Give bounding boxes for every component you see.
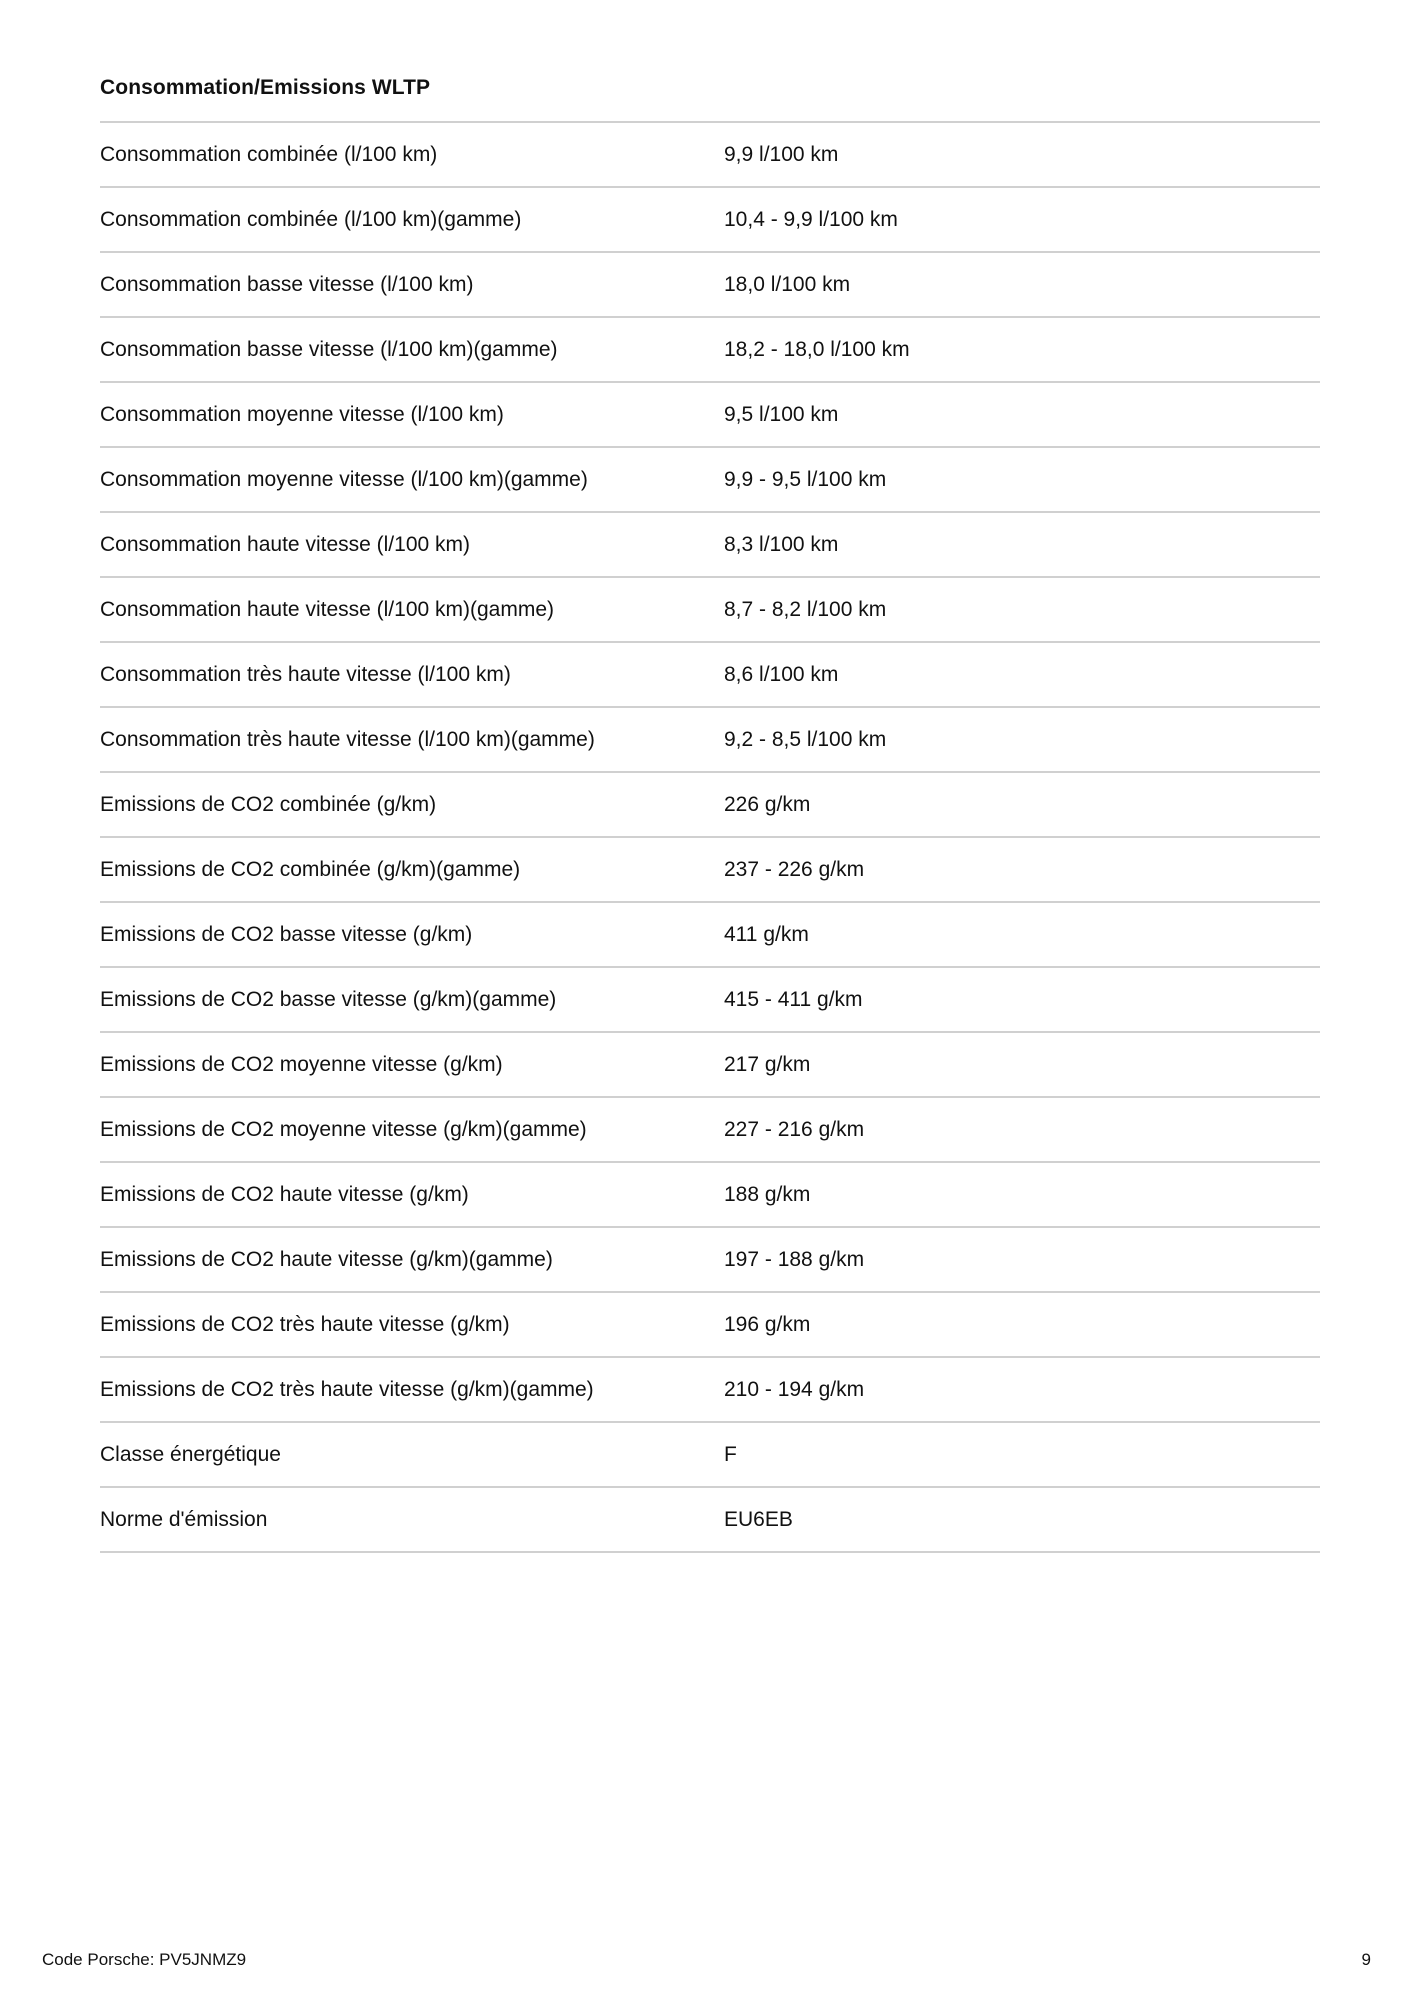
table-row xyxy=(100,773,1320,838)
table-row xyxy=(100,448,1320,513)
row-label: Emissions de CO2 très haute vitesse (g/km) xyxy=(100,1312,510,1336)
row-value: 196 g/km xyxy=(724,1312,811,1336)
row-label: Consommation basse vitesse (l/100 km) xyxy=(100,272,474,296)
row-value: 227 - 216 g/km xyxy=(724,1117,865,1141)
row-value: 226 g/km xyxy=(724,792,811,816)
row-value: 411 g/km xyxy=(724,922,809,946)
row-label: Emissions de CO2 moyenne vitesse (g/km)(gamme) xyxy=(100,1117,587,1141)
row-label: Norme d'émission xyxy=(100,1507,268,1531)
row-value: 10,4 - 9,9 l/100 km xyxy=(724,207,898,231)
table-row xyxy=(100,643,1320,708)
row-value: 18,2 - 18,0 l/100 km xyxy=(724,337,910,361)
table-row xyxy=(100,1163,1320,1228)
row-label: Emissions de CO2 haute vitesse (g/km) xyxy=(100,1182,469,1206)
row-value: F xyxy=(724,1442,737,1466)
table-row xyxy=(100,383,1320,448)
table-row xyxy=(100,968,1320,1033)
row-value: 9,9 l/100 km xyxy=(724,142,839,166)
row-value: 237 - 226 g/km xyxy=(724,857,865,881)
table-row xyxy=(100,253,1320,318)
row-value: 9,5 l/100 km xyxy=(724,402,839,426)
row-value: 9,2 - 8,5 l/100 km xyxy=(724,727,887,751)
row-label: Emissions de CO2 basse vitesse (g/km) xyxy=(100,922,473,946)
table-row xyxy=(100,1293,1320,1358)
row-label: Emissions de CO2 très haute vitesse (g/km)(gamme) xyxy=(100,1377,594,1401)
table-row xyxy=(100,318,1320,383)
row-value: 18,0 l/100 km xyxy=(724,272,851,296)
row-value: 217 g/km xyxy=(724,1052,811,1076)
row-value: 197 - 188 g/km xyxy=(724,1247,865,1271)
row-value: 8,6 l/100 km xyxy=(724,662,839,686)
row-label: Consommation combinée (l/100 km) xyxy=(100,142,438,166)
row-label: Consommation moyenne vitesse (l/100 km)(gamme) xyxy=(100,467,588,491)
table-row xyxy=(100,1098,1320,1163)
table-row xyxy=(100,1423,1320,1488)
table-row xyxy=(100,1488,1320,1553)
table-row xyxy=(100,123,1320,188)
table-row xyxy=(100,708,1320,773)
row-label: Emissions de CO2 combinée (g/km)(gamme) xyxy=(100,857,521,881)
row-label: Consommation haute vitesse (l/100 km)(gamme) xyxy=(100,597,555,621)
row-label: Consommation haute vitesse (l/100 km) xyxy=(100,532,470,556)
table-row xyxy=(100,578,1320,643)
row-label: Consommation moyenne vitesse (l/100 km) xyxy=(100,402,504,426)
row-label: Consommation basse vitesse (l/100 km)(gamme) xyxy=(100,337,558,361)
table-row xyxy=(100,1228,1320,1293)
row-value: 8,7 - 8,2 l/100 km xyxy=(724,597,887,621)
table-row xyxy=(100,188,1320,253)
row-label: Consommation très haute vitesse (l/100 km)(gamme) xyxy=(100,727,595,751)
row-label: Consommation très haute vitesse (l/100 km) xyxy=(100,662,511,686)
row-label: Classe énergétique xyxy=(100,1442,281,1466)
table-row xyxy=(100,903,1320,968)
table-row xyxy=(100,1358,1320,1423)
spec-table xyxy=(100,121,1320,1553)
row-label: Emissions de CO2 haute vitesse (g/km)(gamme) xyxy=(100,1247,553,1271)
row-value: 188 g/km xyxy=(724,1182,811,1206)
row-value: 415 - 411 g/km xyxy=(724,987,863,1011)
row-value: EU6EB xyxy=(724,1507,793,1531)
row-label: Emissions de CO2 combinée (g/km) xyxy=(100,792,437,816)
row-label: Consommation combinée (l/100 km)(gamme) xyxy=(100,207,522,231)
row-label: Emissions de CO2 basse vitesse (g/km)(gamme) xyxy=(100,987,557,1011)
row-value: 8,3 l/100 km xyxy=(724,532,839,556)
footer-page-number: 9 xyxy=(1361,1950,1371,1969)
footer-porsche-code: Code Porsche: PV5JNMZ9 xyxy=(42,1950,247,1969)
row-value: 9,9 - 9,5 l/100 km xyxy=(724,467,887,491)
table-row xyxy=(100,513,1320,578)
table-row xyxy=(100,838,1320,903)
table-row xyxy=(100,1033,1320,1098)
row-value: 210 - 194 g/km xyxy=(724,1377,865,1401)
section-title: Consommation/Emissions WLTP xyxy=(100,76,431,99)
row-label: Emissions de CO2 moyenne vitesse (g/km) xyxy=(100,1052,503,1076)
